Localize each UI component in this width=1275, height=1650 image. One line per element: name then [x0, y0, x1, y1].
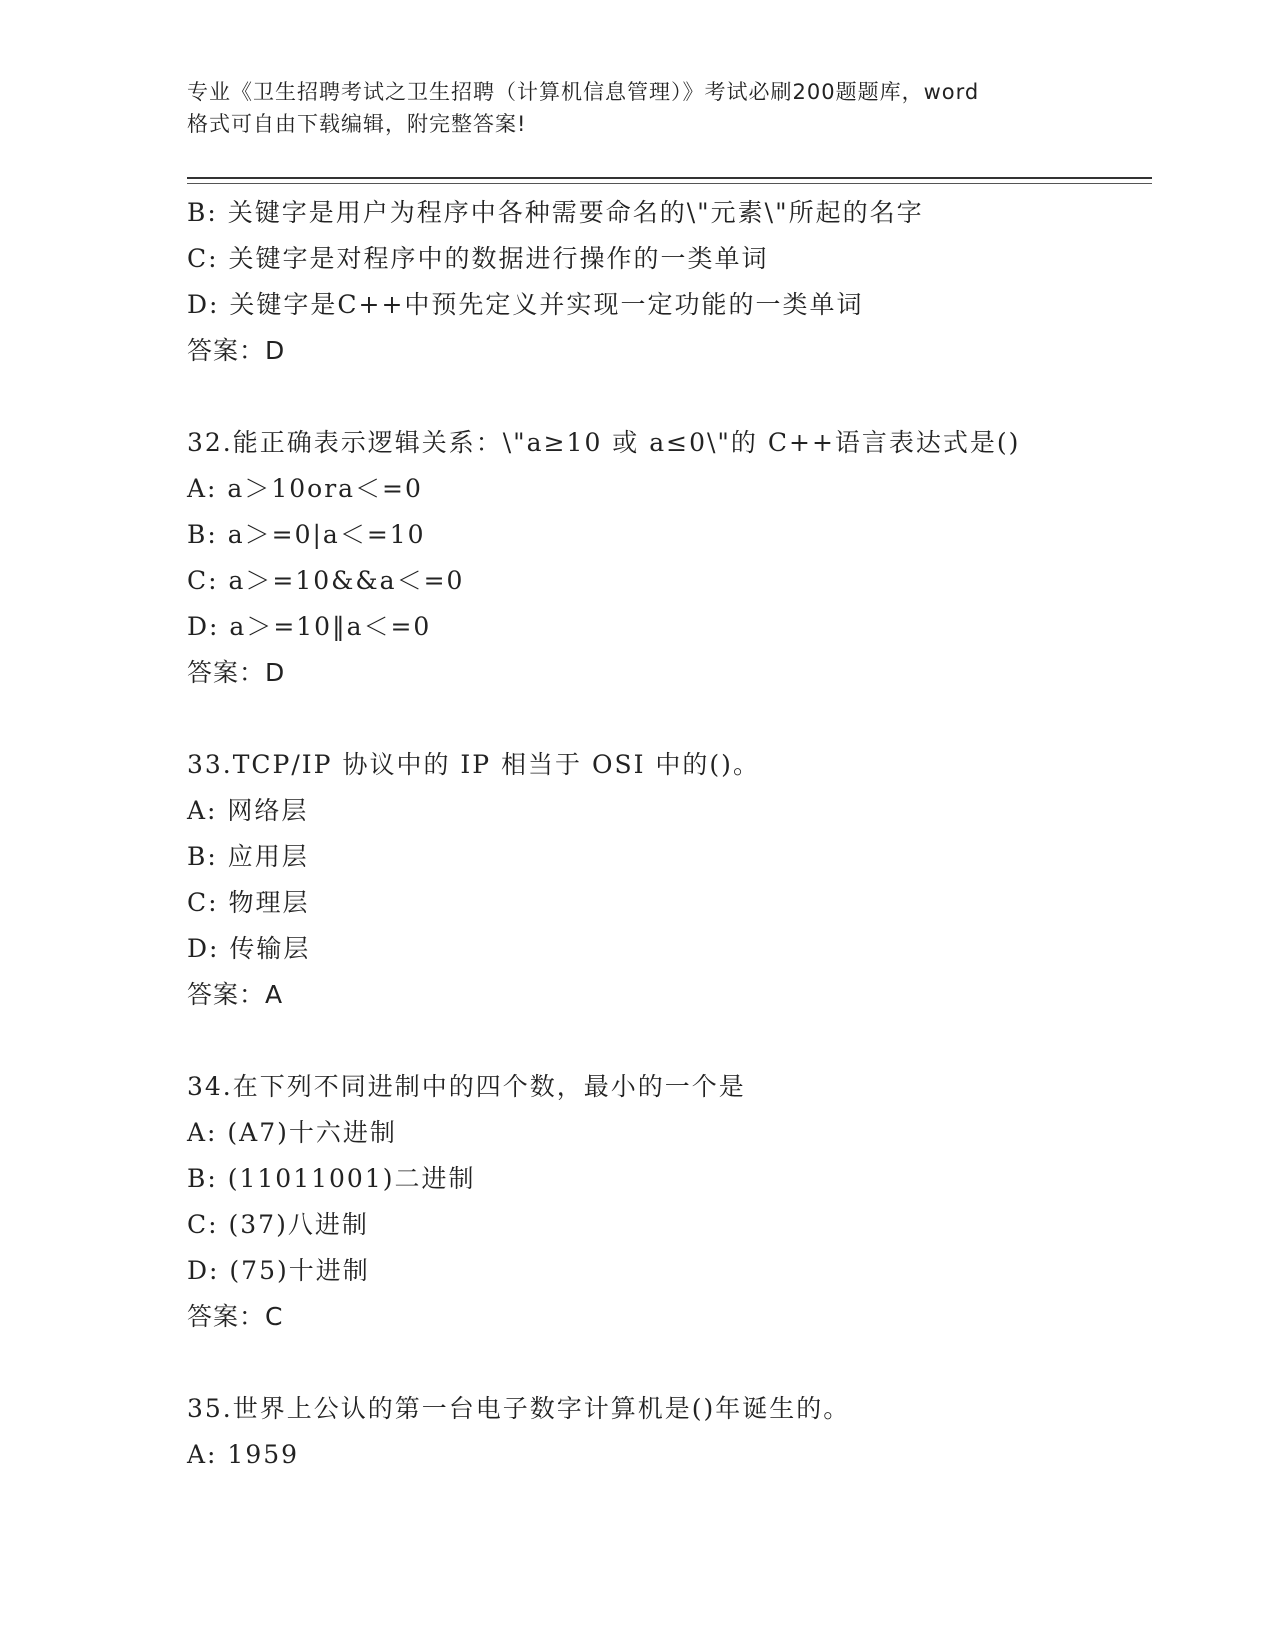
answer-line: 答案：A — [187, 980, 284, 1009]
option-c: C: 物理层 — [187, 888, 310, 917]
question-stem: 33.TCP/IP 协议中的 IP 相当于 OSI 中的()。 — [187, 750, 760, 779]
option-a: A: a＞10ora＜=0 — [187, 474, 423, 503]
question-stem: 35.世界上公认的第一台电子数字计算机是()年诞生的。 — [187, 1394, 851, 1423]
spacer — [187, 696, 1152, 742]
header-divider-thick — [187, 177, 1152, 179]
option-b: B: (11011001)二进制 — [187, 1164, 476, 1193]
option-c: C: 关键字是对程序中的数据进行操作的一类单词 — [187, 244, 769, 273]
spacer — [187, 1340, 1152, 1386]
document-header — [187, 76, 1087, 140]
option-c: C: (37)八进制 — [187, 1210, 369, 1239]
option-d: D: (75)十进制 — [187, 1256, 370, 1285]
option-c: C: a＞=10&&a＜=0 — [187, 566, 465, 595]
question-34 — [187, 1064, 1152, 1340]
question-32 — [187, 420, 1152, 696]
question-list — [187, 190, 1152, 1478]
header-divider-thin — [187, 183, 1152, 184]
option-a: A: (A7)十六进制 — [187, 1118, 397, 1147]
answer-line: 答案：C — [187, 1302, 284, 1331]
option-b: B: 应用层 — [187, 842, 309, 871]
option-d: D: 关键字是C++中预先定义并实现一定功能的一类单词 — [187, 290, 864, 319]
option-b: B: 关键字是用户为程序中各种需要命名的\"元素\"所起的名字 — [187, 198, 924, 227]
question-31-continued — [187, 190, 1152, 374]
option-a: A: 1959 — [187, 1440, 300, 1469]
option-a: A: 网络层 — [187, 796, 309, 825]
spacer — [187, 374, 1152, 420]
question-stem: 32.能正确表示逻辑关系：\"a≥10 或 a≤0\"的 C++语言表达式是() — [187, 428, 1021, 457]
question-stem: 34.在下列不同进制中的四个数，最小的一个是 — [187, 1072, 746, 1101]
answer-line: 答案：D — [187, 658, 286, 687]
option-d: D: 传输层 — [187, 934, 311, 963]
header-line-1: 专业《卫生招聘考试之卫生招聘（计算机信息管理）》考试必刷200题题库，word — [187, 80, 980, 104]
spacer — [187, 1018, 1152, 1064]
header-line-2: 格式可自由下载编辑，附完整答案! — [187, 112, 527, 136]
question-33 — [187, 742, 1152, 1018]
answer-line: 答案：D — [187, 336, 286, 365]
question-35 — [187, 1386, 1152, 1478]
option-b: B: a＞=0|a＜=10 — [187, 520, 426, 549]
option-d: D: a＞=10‖a＜=0 — [187, 612, 432, 641]
